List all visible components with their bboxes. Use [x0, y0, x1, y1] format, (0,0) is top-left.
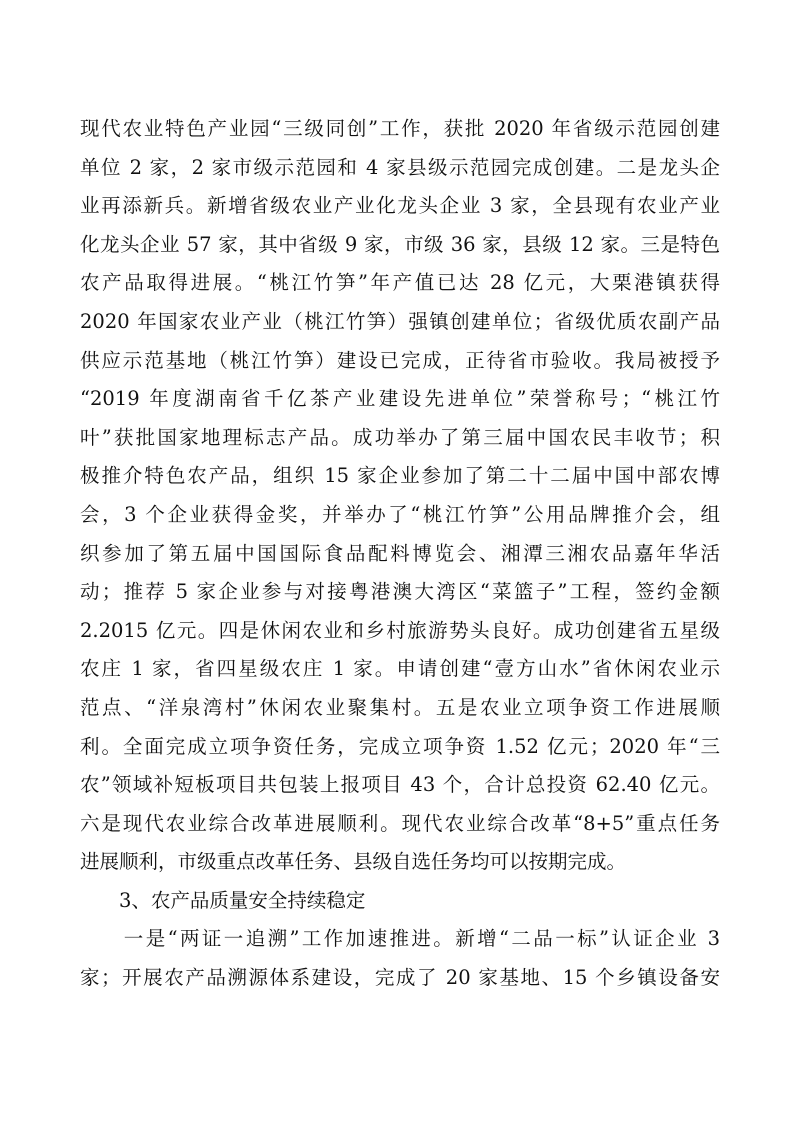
text-line: 农庄 1 家，省四星级农庄 1 家。申请创建“壹方山水”省休闲农业示 — [80, 657, 720, 681]
section-heading: 3、农产品质量安全持续稳定 — [80, 888, 366, 912]
text-line: 农产品取得进展。“桃江竹笋”年产值已达 28 亿元，大栗港镇获得 — [80, 271, 720, 295]
text-line: 业再添新兵。新增省级农业产业化龙头企业 3 家，全县现有农业产业 — [80, 194, 720, 218]
text-line: 织参加了第五届中国国际食品配料博览会、湘潭三湘农品嘉年华活 — [80, 541, 720, 565]
text-line: 2020 年国家农业产业（桃江竹笋）强镇创建单位；省级优质农副产品 — [80, 309, 720, 333]
text-line: 现代农业特色产业园“三级同创”工作，获批 2020 年省级示范园创建 — [80, 117, 720, 140]
text-line: 化龙头企业 57 家，其中省级 9 家，市级 36 家，县级 12 家。三是特色 — [80, 232, 720, 256]
text-line: 家；开展农产品溯源体系建设，完成了 20 家基地、15 个乡镇设备安 — [80, 966, 720, 990]
text-line: 利。全面完成立项争资任务，完成立项争资 1.52 亿元；2020 年“三 — [80, 734, 720, 758]
text-line: 供应示范基地（桃江竹笋）建设已完成，正待省市验收。我局被授予 — [80, 348, 720, 372]
text-line: 六是现代农业综合改革进展顺利。现代农业综合改革“8+5”重点任务 — [80, 811, 720, 835]
body-text — [80, 110, 720, 998]
text-line: “2019 年度湖南省千亿茶产业建设先进单位”荣誉称号；“桃江竹 — [80, 387, 720, 411]
text-line: 极推介特色农产品，组织 15 家企业参加了第二十二届中国中部农博 — [80, 464, 720, 488]
text-line: 范点、“洋泉湾村”休闲农业聚集村。五是农业立项争资工作进展顺 — [80, 695, 720, 719]
text-line: 2.2015 亿元。四是休闲农业和乡村旅游势头良好。成功创建省五星级 — [80, 618, 720, 642]
text-line: 单位 2 家，2 家市级示范园和 4 家县级示范园完成创建。二是龙头企 — [80, 155, 720, 179]
text-line: 进展顺利，市级重点改革任务、县级自选任务均可以按期完成。 — [80, 850, 627, 874]
text-line: 动；推荐 5 家企业参与对接粤港澳大湾区“菜篮子”工程，签约金额 — [80, 580, 720, 604]
text-line: 叶”获批国家地理标志产品。成功举办了第三届中国农民丰收节；积 — [80, 425, 720, 449]
text-line: 一是“两证一追溯”工作加速推进。新增“二品一标”认证企业 3 — [80, 927, 720, 951]
text-line: 会，3 个企业获得金奖，并举办了“桃江竹笋”公用品牌推介会，组 — [80, 502, 720, 526]
text-line: 农”领域补短板项目共包装上报项目 43 个，合计总投资 62.40 亿元。 — [80, 773, 720, 797]
